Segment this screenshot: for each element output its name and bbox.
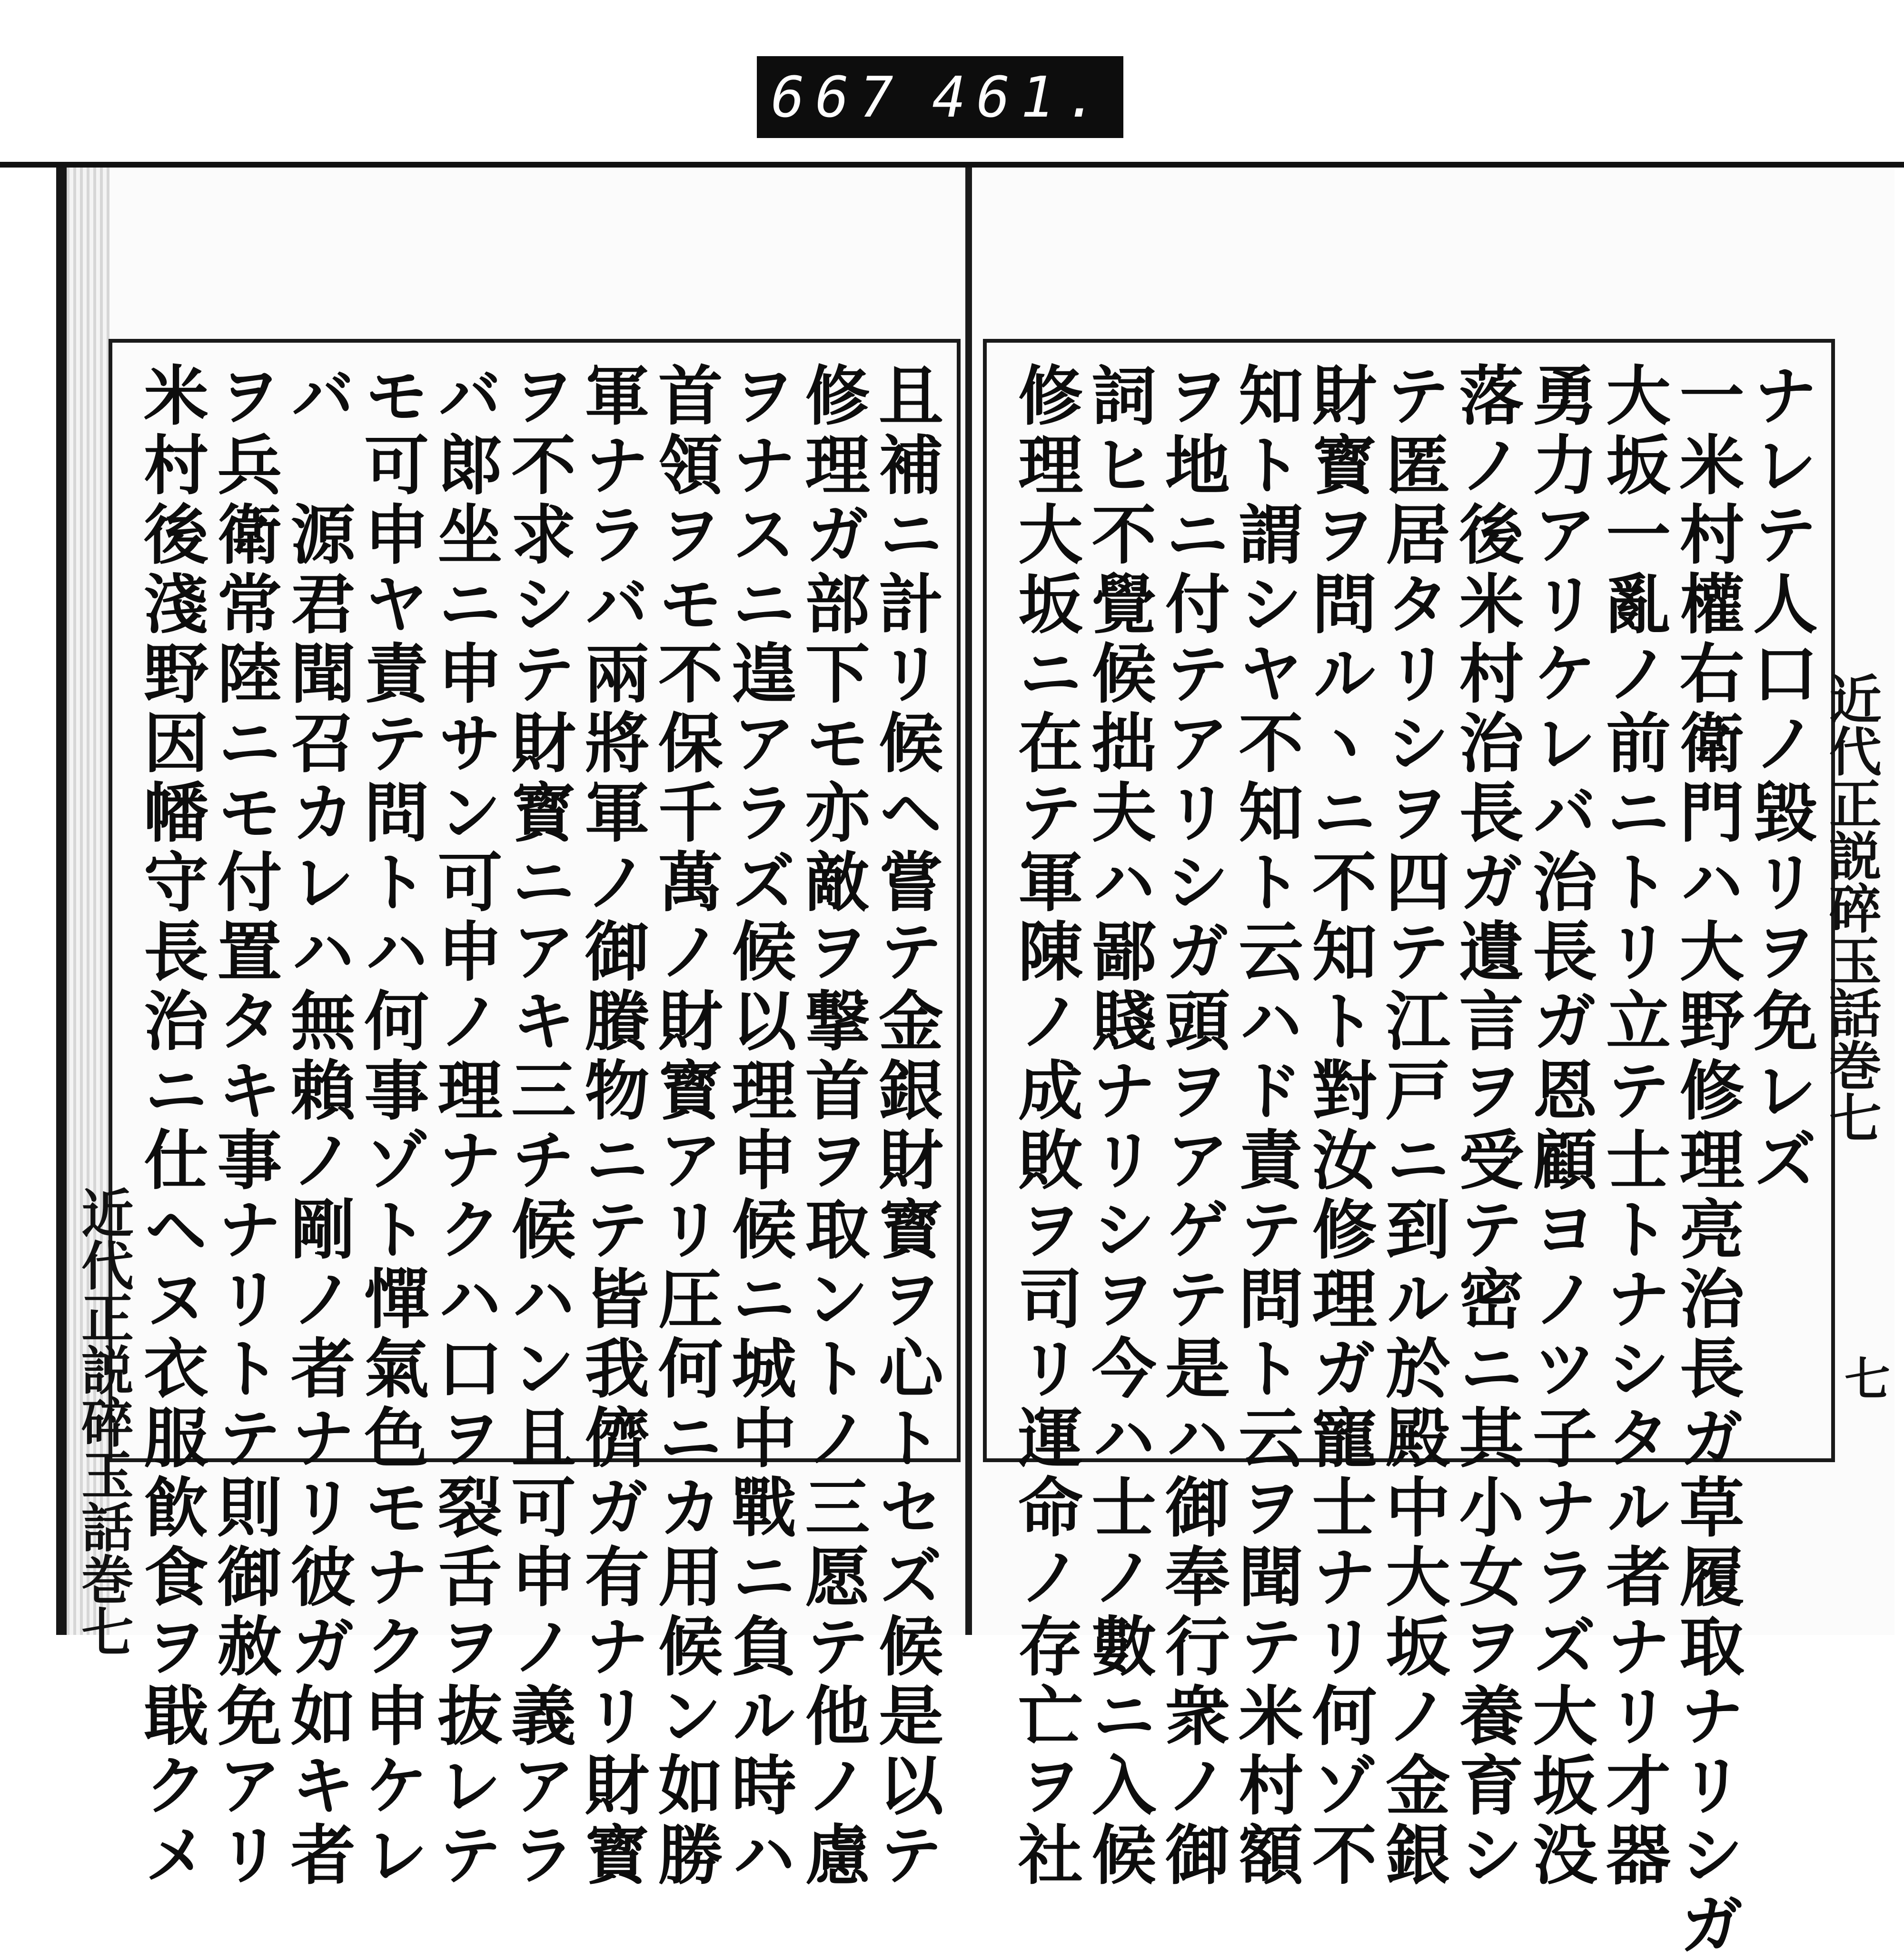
film-edge-line [0,162,1904,168]
left-text-column: バ 源君聞召カレハ無賴ノ剛ノ者ナリ彼ガ如キ者 [279,362,356,1891]
right-running-title: 近代正説碎玉話巻七 [1821,672,1882,1143]
right-text-column: 修理大坂ニ在テ軍陳ノ成敗ヲ司リ運命ノ存亡ヲ社 [1007,362,1083,1891]
microfilm-header [0,0,1904,162]
right-text-column: ナレテ人口ノ毀リヲ免レズ [1741,362,1818,1196]
right-text-column: 大坂一亂ノ前ニトリ立テ士トナシタル者ナリ才器 [1595,362,1671,1891]
reel-number: 667 [771,64,904,130]
left-text-column: ヲナスニ遑アラズ候以理申候ニ城中戰ニ負ル時ハ [720,362,797,1891]
left-text-column: 修理ガ部下モ亦敵ヲ撃首ヲ取ントノ三愿テ他ノ慮 [793,362,870,1891]
book-gutter [965,168,972,1635]
left-text-column: 首領ヲモ不保千萬ノ財寳アリ圧何ニカ用候ン如勝 [646,362,723,1891]
left-text-column: 軍ナラバ兩將軍ノ御賸物ニテ皆我儕ガ有ナリ財寳 [573,362,650,1891]
right-text-column: 落ノ後米村治長ガ遺言ヲ受テ密ニ其小女ヲ養育シ [1448,362,1524,1891]
right-text-column: 詞ヒ不覺候拙夫ハ鄙賤ナリシヲ今ハ士ノ數ニ入候 [1080,362,1157,1891]
right-page-text-block [983,339,1835,1960]
right-text-column: 一米村權右衛門ハ大野修理亮治長ガ草履取ナリシガ [1668,362,1745,1960]
left-text-column: バ郞坐ニ申サン可申ノ理ナクハ口ヲ裂舌ヲ抜レテ [426,362,503,1891]
left-text-column: 且補ニ計リ候ヘ嘗テ金銀財寳ヲ心トセズ候是以テ [867,362,943,1891]
right-text-column: テ匿居タリシヲ四テ江戸ニ到ル於殿中大坂ノ金銀 [1374,362,1450,1891]
frame-number: 461. [932,64,1110,130]
left-text-column: 米村後淺野因幡守長治ニ仕ヘヌ衣服飮食ヲ戢クメ [132,362,208,1891]
right-folio: 七 [1844,1352,1890,1406]
book-spread [56,168,1894,1960]
left-text-column: モ可申ヤ責テ問トハ何事ゾト憚氣色モナク申ケレ [353,362,429,1891]
right-text-column: 勇力アリケレバ治長ガ恩顧ヨノツ子ナラズ大坂没 [1521,362,1597,1891]
left-page-text-block [109,339,961,1891]
right-text-column: ヲ地ニ付テアリシガ頭ヲアゲテ是ハ御奉行衆ノ御 [1153,362,1230,1891]
frame-number-label [757,56,1123,138]
left-text-column: ヲ不求シテ財寳ニアキ三チ候ハン且可申ノ義アラ [499,362,576,1891]
right-text-column: 財寳ヲ問ルヽニ不知ト對汝修理ガ寵士ナリ何ゾ不 [1300,362,1377,1891]
right-text-column: 知ト謂シヤ不知ト云ハド責テ問ト云ヲ聞テ米村額 [1227,362,1304,1891]
left-running-title: 近代正説碎玉話巻七 [73,1186,134,1657]
left-text-column: ヲ兵衛常陸ニモ付置タキ事ナリトテ則御赦免アリ [206,362,282,1891]
